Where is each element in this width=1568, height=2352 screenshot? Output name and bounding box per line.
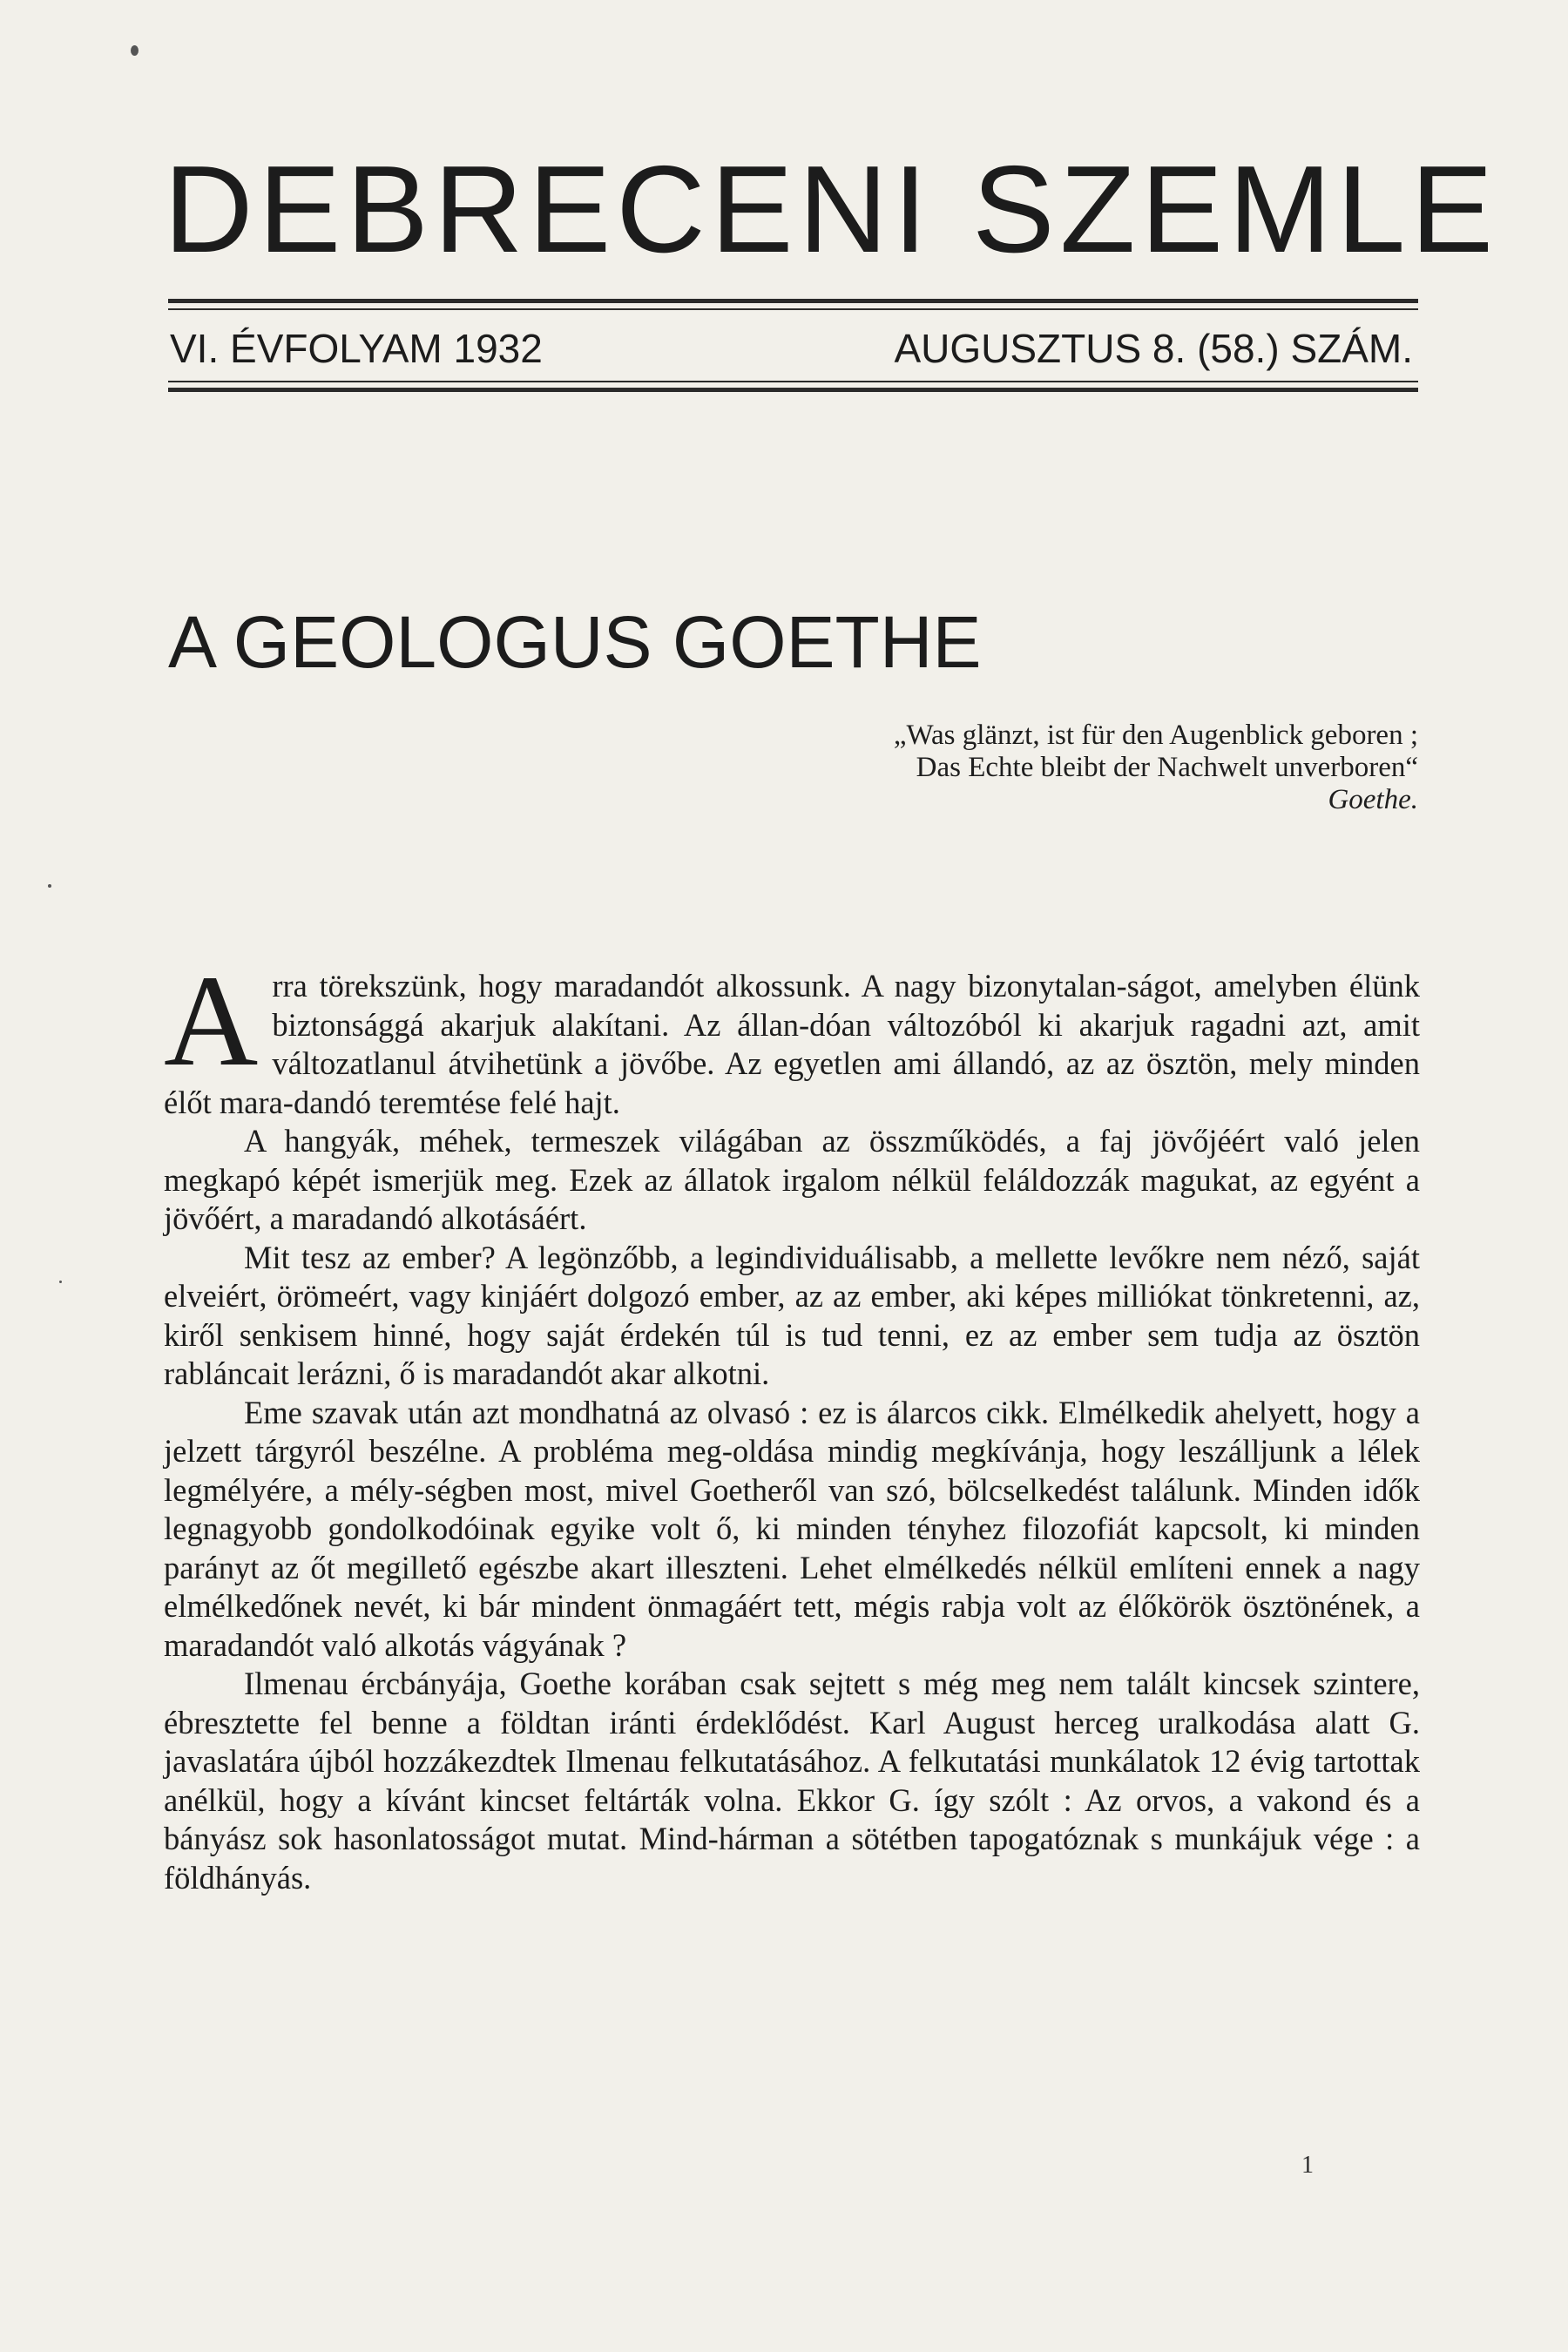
issue-info-row [168,322,1418,375]
paragraph-2: A hangyák, méhek, termeszek világában az összműködés, a faj jövőjéért való jelen megkapó képét ismerjük meg. Ezek az állatok irgalom nélkül feláldozzák magukat, az egyént a jövőért, a maradandó alkotásáért. [164,1123,1420,1236]
journal-masthead-title: DEBRECENI SZEMLE [164,140,1499,279]
drop-cap: A [164,949,259,1093]
volume-year: VI. ÉVFOLYAM 1932 [170,326,543,371]
paragraph-1 [164,949,1420,1122]
print-speck [59,1281,62,1283]
epigraph-author: Goethe. [1328,784,1418,815]
print-speck [131,45,139,56]
masthead-rule-bottom-thin [168,381,1418,382]
epigraph [634,720,1418,816]
masthead-rule-top-thick [168,299,1418,303]
epigraph-line-2: Das Echte bleibt der Nachwelt unverboren“ [916,752,1418,783]
article-body [164,949,1420,1897]
print-speck [48,884,51,888]
epigraph-line-1: „Was glänzt, ist für den Augenblick geboren ; [893,720,1418,751]
paragraph-5: Ilmenau ércbányája, Goethe korában csak sejtett s még meg nem talált kincsek szintere, ébresztette fel benne a földtan iránti érdeklődést. Karl August herceg uralkodása alatt G. javaslatára újból hozzákezdtek Ilmenau felkutatásához. A felkutatási munkálatok 12 évig tartottak anélkül, hogy a kívánt kincset feltárták volna. Ekkor G. így szólt : Az orvos, a vakond és a bányász sok hasonlatosságot mutat. Mind-hárman a sötétben tapogatóznak s munkájuk vége : a földhányás. [164,1666,1420,1896]
issue-date-number: AUGUSZTUS 8. (58.) SZÁM. [894,326,1413,371]
page-number: 1 [1301,2152,1314,2179]
masthead-rule-bottom-thick [168,388,1418,392]
article-title: A GEOLOGUS GOETHE [168,601,982,683]
paragraph-4: Eme szavak után azt mondhatná az olvasó : ez is álarcos cikk. Elmélkedik ahelyett, hogy a jelzett tárgyról beszélne. A probléma meg-oldása mindig megkívánja, hogy leszálljunk a lélek legmélyére, a mély-ségben most, mivel Goetheről van szó, bölcselkedést találunk. Minden idők legnagyobb gondolkodóinak egyike volt ő, ki minden tényhez filozofiát kapcsolt, ki minden parányt az őt megillető egészbe akart illeszteni. Lehet elmélkedés nélkül említeni ennek a nagy elmélkedőnek nevét, ki bár mindent önmagáért tett, mégis rabja volt az élőkörök ösztönének, a maradandót való alkotás vágyának ? [164,1394,1420,1663]
paragraph-3: Mit tesz az ember? A legönzőbb, a legindividuálisabb, a mellette levőkre nem néző, saját elveiért, örömeért, vagy kinjáért dolgozó ember, az az ember, aki képes milliókat tönkretenni, az, kiről senkisem hinné, hogy saját érdekén túl is tud tenni, ez az ember sem tudja az ösztön rabláncait lerázni, ő is maradandót akar alkotni. [164,1239,1420,1391]
paragraph-1-text: rra törekszünk, hogy maradandót alkossunk. A nagy bizonytalan-ságot, amelyben élünk biztonsággá akarjuk alakítani. Az állan-dóan változóból ki akarjuk ragadni azt, amit változatlanul átvihetünk a jövőbe. Az egyetlen ami állandó, az az ösztön, mely minden élőt mara-dandó teremtése felé hajt. [164,968,1420,1120]
masthead-rule-top-thin [168,308,1418,310]
